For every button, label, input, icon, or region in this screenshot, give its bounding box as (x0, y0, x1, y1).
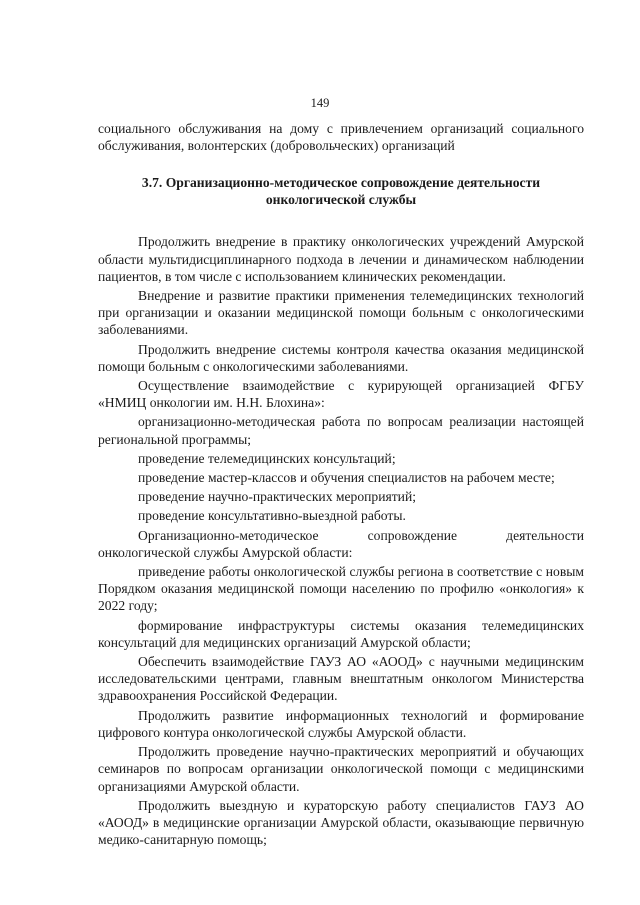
paragraph-6: Обеспечить взаимодействие ГАУЗ АО «АООД» с научными медицинским исследовательскими центрами, главным внештатным онкологом Министерства здравоохранения Российской Федерации. (98, 654, 584, 704)
paragraph-3: Продолжить внедрение системы контроля качества оказания медицинской помощи больным с онкологическими заболеваниями. (98, 341, 584, 374)
document-body (98, 120, 584, 850)
section-heading-line2: онкологической службы (265, 192, 417, 208)
intro-paragraph: социального обслуживания на дому с привлечением организаций социального обслуживания, волонтерских (добровольческих) организаций (98, 121, 584, 154)
paragraph-1: Продолжить внедрение в практику онкологических учреждений Амурской области мультидисциплинарного подхода в лечении и динамическом наблюдении пациентов, в том числе с использованием клинических рекомендации. (98, 234, 584, 284)
paragraph-2: Внедрение и развитие практики применения телемедицинских технологий при организации и оказании медицинской помощи больным с онкологическими заболеваниями. (98, 288, 584, 338)
paragraph-4: Осуществление взаимодействие с курирующей организацией ФГБУ «НМИЦ онкологии им. Н.Н. Блохина»: (98, 378, 584, 411)
list-item-3: проведение мастер-классов и обучения специалистов на рабочем месте; (138, 470, 555, 486)
paragraph-5: Организационно-методическое сопровождение деятельности онкологической службы Амурской области: (98, 527, 584, 560)
list-item-2: проведение телемедицинских консультаций; (138, 450, 396, 466)
list-item-1: организационно-методическая работа по вопросам реализации настоящей региональной программы; (98, 414, 584, 447)
paragraph-7: Продолжить развитие информационных технологий и формирование цифрового контура онкологической службы Амурской области. (98, 707, 584, 740)
page-number: 149 (310, 96, 330, 110)
list-item-5: проведение консультативно-выездной работы. (138, 508, 406, 524)
list-item-6: приведение работы онкологической службы региона в соответствие с новым Порядком оказания медицинской помощи населению по профилю «онкология» к 2022 году; (98, 564, 584, 614)
section-heading-line1: 3.7. Организационно-методическое сопровождение деятельности (141, 175, 541, 191)
list-item-7: формирование инфраструктуры системы оказания телемедицинских консультаций для медицинских организаций Амурской области; (98, 617, 584, 650)
list-item-4: проведение научно-практических мероприятий; (138, 489, 417, 505)
paragraph-8: Продолжить проведение научно-практических мероприятий и обучающих семинаров по вопросам организации онкологической помощи с медицинскими организациями Амурской области. (98, 744, 584, 794)
paragraph-9: Продолжить выездную и кураторскую работу специалистов ГАУЗ АО «АООД» в медицинские организации Амурской области, оказывающие первичную медико-санитарную помощь; (98, 797, 584, 848)
section-heading (98, 174, 584, 208)
